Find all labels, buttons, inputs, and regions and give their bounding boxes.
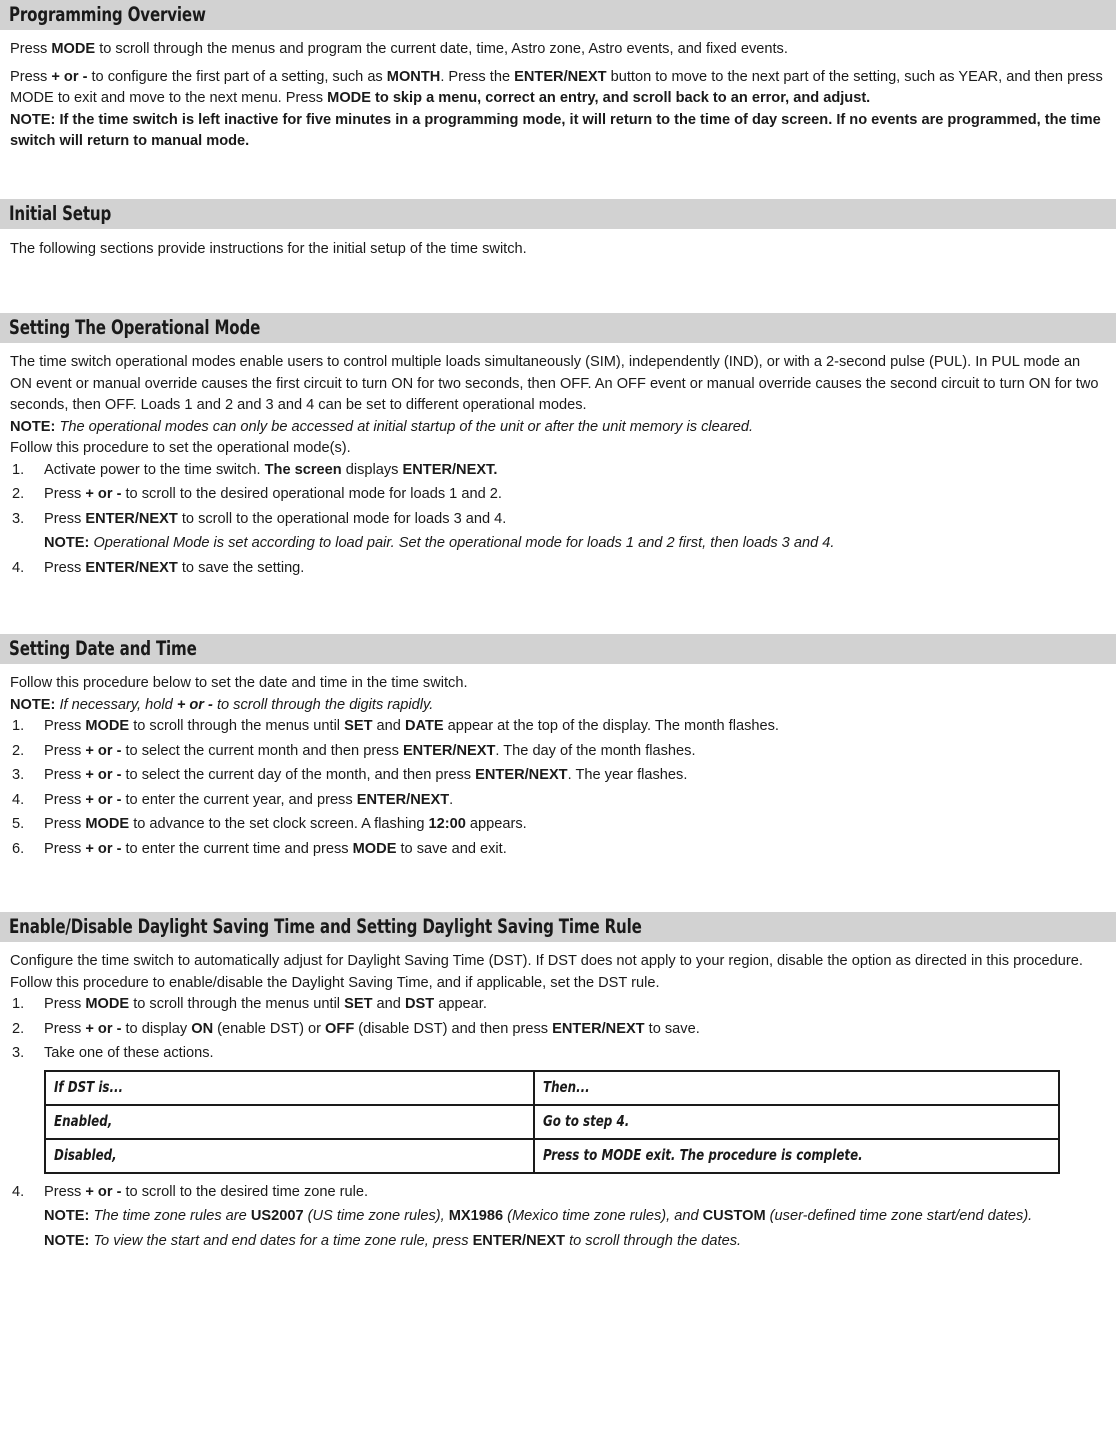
operational-mode-steps xyxy=(10,460,1106,580)
text-run: Press xyxy=(44,559,86,576)
text-run: (enable DST) or xyxy=(213,1020,326,1037)
text-run: CUSTOM xyxy=(702,1208,766,1224)
list-item xyxy=(10,716,1106,738)
text-run: MX1986 xyxy=(448,1208,504,1224)
table-cell xyxy=(534,1105,1059,1139)
text-run-bold: + or - xyxy=(176,696,213,713)
step-text xyxy=(44,743,696,759)
step-text xyxy=(44,462,497,478)
text-run: to save the setting. xyxy=(177,559,305,576)
cell-action: Go to step 4. xyxy=(543,1111,630,1130)
step-text xyxy=(44,996,487,1012)
text-run: (disable DST) and then press xyxy=(354,1020,553,1037)
step-text xyxy=(44,841,507,857)
spacer xyxy=(0,863,1116,912)
text-run: MODE xyxy=(352,840,397,857)
list-item xyxy=(10,790,1106,812)
note-text: The operational modes can only be accessed at initial startup of the unit or after the unit memory is cleared. xyxy=(55,418,754,435)
text-run: Press xyxy=(44,816,86,832)
text-run: . The day of the month flashes. xyxy=(495,742,696,759)
text-run: displays xyxy=(341,461,403,478)
text-run: If necessary, hold xyxy=(55,696,177,713)
list-item xyxy=(10,460,1106,482)
text-run: Press xyxy=(44,718,86,734)
text-run: to advance to the set clock screen. A flashing xyxy=(129,816,429,832)
text-run-bold: MODE to skip a menu, correct an entry, and scroll back to an error, and adjust. xyxy=(327,90,871,106)
text-run: appears. xyxy=(465,816,527,832)
text-run: Press xyxy=(44,1183,86,1200)
column-header-action: Then... xyxy=(543,1077,590,1096)
text-run: to scroll through the menus until xyxy=(129,718,345,734)
text-run: Press xyxy=(44,840,86,857)
step-text xyxy=(44,1045,214,1061)
cell-condition: Disabled, xyxy=(54,1145,117,1164)
text-run: Activate power to the time switch. xyxy=(44,461,265,478)
text-run: + or - xyxy=(85,791,122,808)
section-title: Enable/Disable Daylight Saving Time and Setting Daylight Saving Time Rule xyxy=(9,915,642,938)
date-time-steps xyxy=(10,716,1106,860)
list-item xyxy=(10,839,1106,861)
date-and-time-body xyxy=(0,664,1116,860)
list-item xyxy=(10,558,1106,580)
note-label: NOTE: xyxy=(44,535,90,551)
section-header-initial-setup xyxy=(0,199,1116,229)
table-cell xyxy=(45,1139,534,1173)
step-text xyxy=(44,792,453,808)
text-run-bold: NOTE: If the time switch is left inactive for five minutes in a programming mode, it will return to the time of day screen. If no events are programmed, the time switch will return to manual mode. xyxy=(10,111,1101,149)
section-title: Setting Date and Time xyxy=(9,637,197,660)
text-run: to save. xyxy=(644,1020,700,1037)
text-run: to enter the current time and press xyxy=(121,840,353,857)
paragraph xyxy=(10,39,1106,61)
dst-steps xyxy=(10,994,1106,1065)
step-text xyxy=(44,486,502,502)
text-run: ON xyxy=(191,1020,214,1037)
table-row xyxy=(45,1105,1059,1139)
list-item xyxy=(10,509,1106,531)
note-text xyxy=(89,1208,1032,1224)
operational-mode-body xyxy=(0,343,1116,579)
section-title: Setting The Operational Mode xyxy=(9,316,261,339)
note-label: NOTE: xyxy=(44,1208,90,1224)
text-run: to scroll through the menus and program the current date, time, Astro zone, Astro events, and fixed events. xyxy=(95,41,788,57)
text-run: DATE xyxy=(404,718,444,734)
paragraph: Follow this procedure below to set the date and time in the time switch. xyxy=(10,675,468,691)
text-run: to display xyxy=(121,1020,192,1037)
step-text xyxy=(44,511,506,527)
section-header-operational-mode xyxy=(0,313,1116,343)
text-run: . Press the xyxy=(440,68,515,85)
dst-body xyxy=(0,942,1116,1252)
text-run: Press xyxy=(44,996,86,1012)
list-item-note xyxy=(10,533,1106,555)
text-run: ENTER/NEXT xyxy=(85,559,178,576)
list-item xyxy=(10,765,1106,787)
text-run: US2007 xyxy=(250,1208,304,1224)
list-item xyxy=(10,741,1106,763)
text-run: MODE xyxy=(85,996,130,1012)
text-run: to scroll through the dates. xyxy=(565,1232,742,1249)
cell-action: Press to MODE exit. The procedure is complete. xyxy=(543,1145,863,1164)
text-run: to enter the current year, and press xyxy=(121,791,357,808)
text-run: 12:00 xyxy=(428,816,466,832)
section-header-date-and-time xyxy=(0,634,1116,664)
text-run: ENTER/NEXT xyxy=(552,1020,645,1037)
note-text xyxy=(89,1233,741,1249)
text-run: + or - xyxy=(85,767,122,783)
text-run: ENTER/NEXT xyxy=(475,767,568,783)
step-text xyxy=(44,718,779,734)
paragraph xyxy=(10,67,1106,110)
text-run: + or - xyxy=(85,1183,122,1200)
text-run: and xyxy=(372,718,405,734)
paragraph-note xyxy=(10,695,1106,717)
text-run: to scroll to the operational mode for loads 3 and 4. xyxy=(177,510,507,527)
table-cell xyxy=(534,1139,1059,1173)
text-run: Press xyxy=(44,510,86,527)
text-run: ENTER/NEXT xyxy=(85,510,178,527)
text-run: The time zone rules are xyxy=(89,1208,251,1224)
text-run: (Mexico time zone rules), and xyxy=(503,1208,703,1224)
text-run: + or - xyxy=(85,1020,122,1037)
text-run: + or - xyxy=(85,840,122,857)
text-run: + or - xyxy=(85,486,122,502)
programming-overview-body xyxy=(0,30,1116,153)
text-run: DST xyxy=(404,996,435,1012)
text-run: Press xyxy=(10,41,52,57)
text-run: button to move to the next part of the setting, such as YEAR, and then press MODE to exit and move to the next menu. Press xyxy=(10,68,1103,106)
section-header-programming-overview xyxy=(0,0,1116,30)
text-run: Press xyxy=(44,791,86,808)
text-run: appear at the top of the display. The month flashes. xyxy=(443,718,779,734)
list-item xyxy=(10,814,1106,836)
text-run: MODE xyxy=(85,718,130,734)
note-label: NOTE: xyxy=(10,418,56,435)
text-run: Press xyxy=(44,742,86,759)
paragraph: The time switch operational modes enable users to control multiple loads simultaneously (SIM), independently (IND), or with a 2-second pulse (PUL). In PUL mode an ON event or manual override causes the first circuit to turn ON for two seconds, then OFF. An OFF event or manual override causes the second circuit to turn ON for two seconds, then OFF. Loads 1 and 2 and 3 and 4 can be set to different operational modes. xyxy=(10,354,1099,413)
step-text xyxy=(44,767,687,783)
text-run: Press xyxy=(44,1020,86,1037)
text-run: Take one of these actions. xyxy=(44,1045,214,1061)
text-run: to scroll through the digits rapidly. xyxy=(212,696,434,713)
section-header-dst xyxy=(0,912,1116,942)
text-run: SET xyxy=(344,996,373,1012)
text-run: to scroll to the desired operational mode for loads 1 and 2. xyxy=(121,486,502,502)
text-run-bold: MONTH xyxy=(386,68,441,85)
text-run: + or - xyxy=(85,742,122,759)
dst-note-view-dates xyxy=(10,1231,1106,1253)
paragraph-note xyxy=(10,417,1106,439)
table-row xyxy=(45,1139,1059,1173)
list-item xyxy=(10,484,1106,506)
text-run: To view the start and end dates for a time zone rule, press xyxy=(89,1232,473,1249)
text-run-bold: ENTER/NEXT xyxy=(514,68,607,85)
text-run: ENTER/NEXT xyxy=(402,742,496,759)
dst-note-timezone-rules xyxy=(10,1206,1106,1228)
column-header-condition: If DST is... xyxy=(54,1077,124,1096)
note-text xyxy=(55,697,433,713)
dst-table-container xyxy=(10,1070,1106,1174)
note-text: Operational Mode is set according to load pair. Set the operational mode for loads 1 and 2 first, then loads 3 and 4. xyxy=(89,535,835,551)
paragraph: Follow this procedure to set the operational mode(s). xyxy=(10,440,351,456)
text-run: to scroll through the menus until xyxy=(129,996,345,1012)
text-run: (user-defined time zone start/end dates). xyxy=(765,1208,1033,1224)
initial-setup-body xyxy=(0,229,1116,261)
table-cell xyxy=(534,1071,1059,1105)
text-run: and xyxy=(372,996,405,1012)
note-label: NOTE: xyxy=(44,1232,90,1249)
text-run: MODE xyxy=(85,816,130,832)
step-text xyxy=(44,1184,368,1200)
note-label: NOTE: xyxy=(10,696,56,713)
text-run: to scroll to the desired time zone rule. xyxy=(121,1183,369,1200)
step-text xyxy=(44,816,527,832)
table-cell xyxy=(45,1105,534,1139)
paragraph: The following sections provide instructions for the initial setup of the time switch. xyxy=(10,240,527,257)
section-title: Programming Overview xyxy=(9,3,206,26)
text-run: . The year flashes. xyxy=(567,767,688,783)
paragraph: Configure the time switch to automatically adjust for Daylight Saving Time (DST). If DST does not apply to your region, disable the option as directed in this procedure. Follow this procedure to enable/disable the Daylight Saving Time, and if applicable, set the DST rule. xyxy=(10,953,1083,991)
text-run: to select the current day of the month, and then press xyxy=(121,767,476,783)
dst-steps-continued xyxy=(10,1182,1106,1204)
text-run: to configure the first part of a setting, such as xyxy=(87,68,387,85)
text-run: SET xyxy=(344,718,373,734)
spacer xyxy=(0,153,1116,199)
list-item xyxy=(10,1019,1106,1041)
text-run-bold: MODE xyxy=(51,41,96,57)
list-item xyxy=(10,994,1106,1016)
text-run: The screen xyxy=(264,461,342,478)
list-item xyxy=(10,1182,1106,1204)
table-cell xyxy=(45,1071,534,1105)
paragraph-note xyxy=(10,110,1106,153)
text-run: OFF xyxy=(325,1020,355,1037)
section-title: Initial Setup xyxy=(9,201,112,225)
step-text xyxy=(44,1021,700,1037)
text-run: to select the current month and then press xyxy=(121,742,403,759)
text-run: Press xyxy=(10,68,52,85)
table-header-row xyxy=(45,1071,1059,1105)
text-run: ENTER/NEXT. xyxy=(402,461,498,478)
text-run: Press xyxy=(44,486,86,502)
dst-decision-table xyxy=(44,1070,1060,1174)
text-run: appear. xyxy=(434,996,487,1012)
step-text xyxy=(44,560,304,576)
cell-condition: Enabled, xyxy=(54,1111,113,1130)
text-run: ENTER/NEXT xyxy=(356,791,450,808)
text-run: ENTER/NEXT xyxy=(472,1232,566,1249)
spacer xyxy=(0,582,1116,634)
list-item xyxy=(10,1043,1106,1065)
text-run: Press xyxy=(44,767,86,783)
spacer xyxy=(0,260,1116,313)
text-run: . xyxy=(449,791,454,808)
text-run: to save and exit. xyxy=(396,840,507,857)
text-run: (US time zone rules), xyxy=(303,1208,449,1224)
text-run-bold: + or - xyxy=(51,68,88,85)
